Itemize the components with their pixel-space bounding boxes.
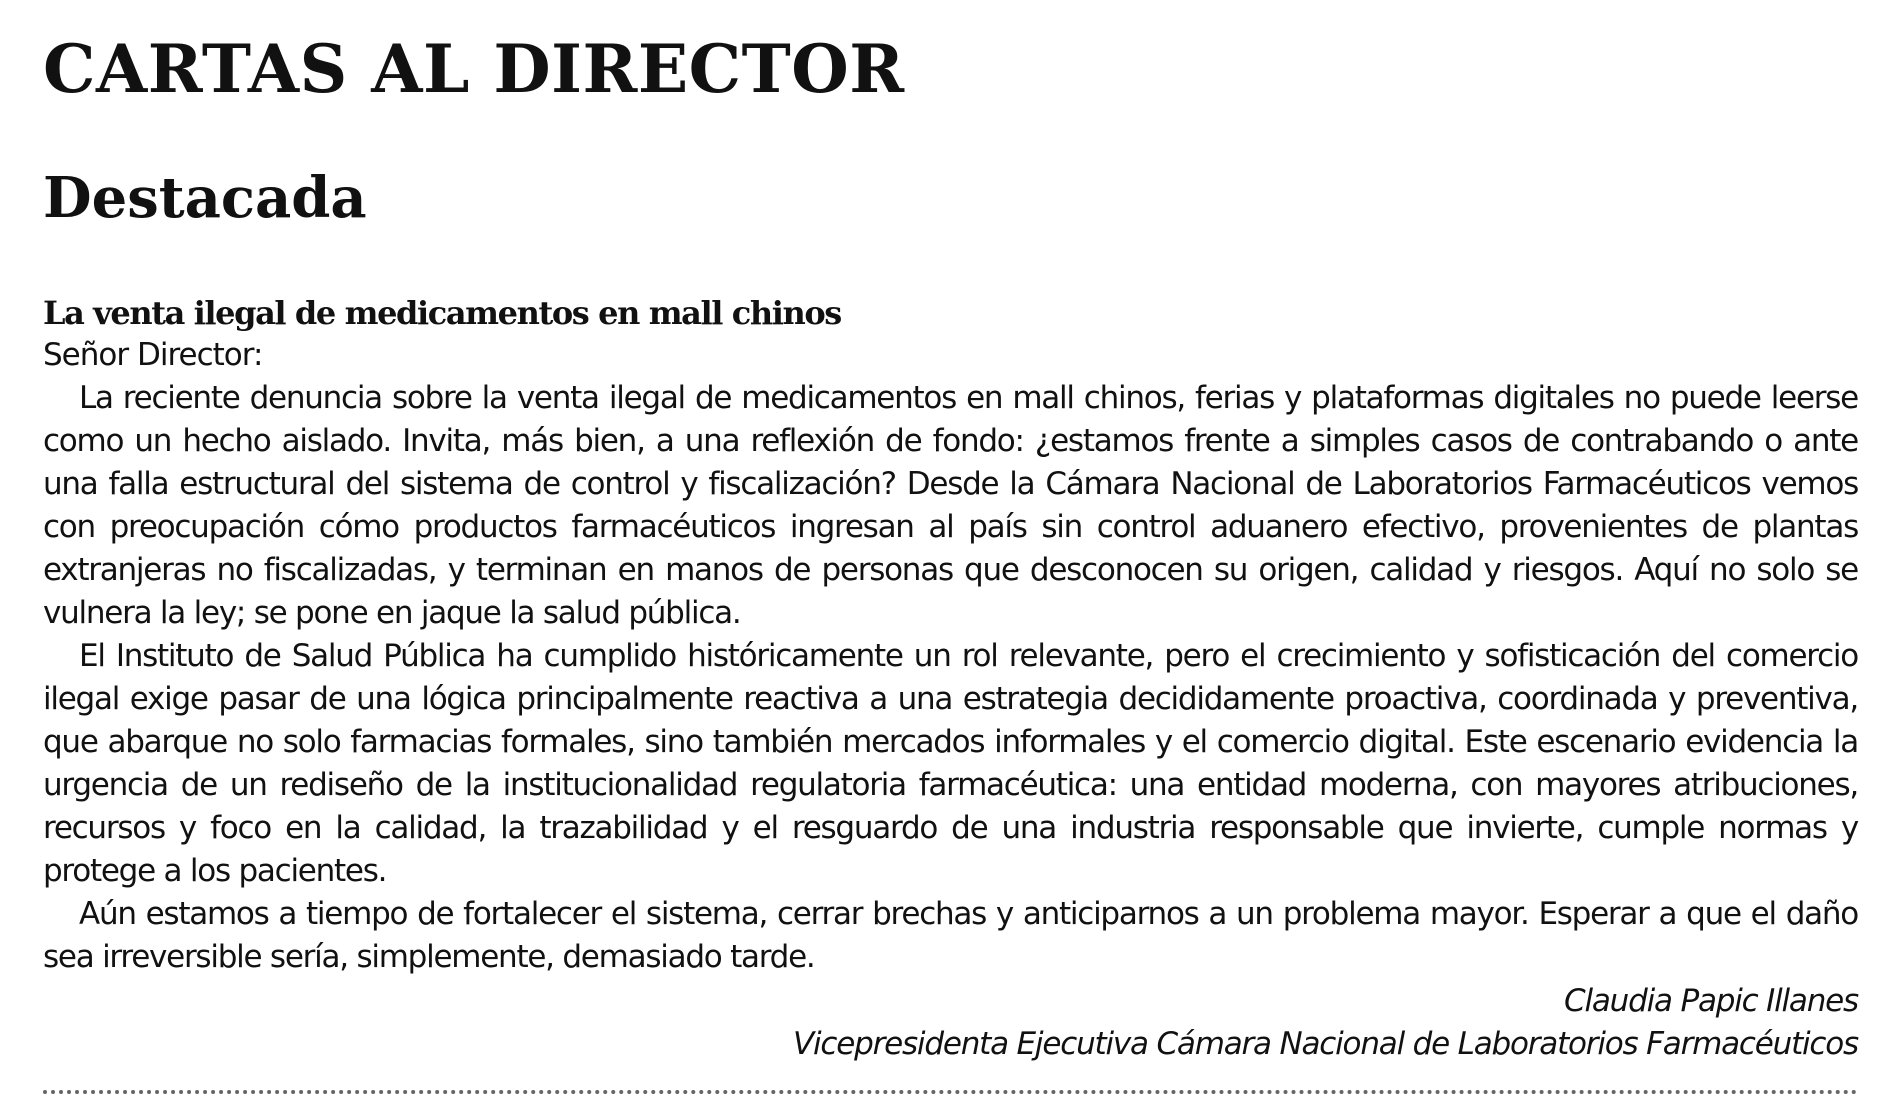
- signature-name: Claudia Papic Illanes: [1564, 983, 1858, 1019]
- letter-paragraph-2: El Instituto de Salud Pública ha cumplido históricamente un rol relevante, pero el crecimiento y sofisticación del comercio ilegal exige pasar de una lógica principalmente reactiva a una estrategia decididamente proactiva, coordinada y preventiva, que abarque no solo farmacias formales, sino también mercados informales y el comercio digital. Este escenario evidencia la urgencia de un rediseño de la institucionalidad regulatoria farmacéutica: una entidad moderna, con mayores atribuciones, recursos y foco en la calidad, la trazabilidad y el resguardo de una industria responsable que invierte, cumple normas y protege a los pacientes.: [43, 638, 1858, 889]
- letter-paragraph-3: Aún estamos a tiempo de fortalecer el sistema, cerrar brechas y anticiparnos a un problema mayor. Esperar a que el daño sea irreversible sería, simplemente, demasiado tarde.: [43, 896, 1858, 975]
- letter-signature: [793, 980, 1858, 1066]
- section-title: CARTAS AL DIRECTOR: [43, 30, 905, 108]
- letter-title: La venta ilegal de medicamentos en mall chinos: [43, 294, 841, 332]
- letter-paragraph-1: La reciente denuncia sobre la venta ilegal de medicamentos en mall chinos, ferias y plataformas digitales no puede leerse como un hecho aislado. Invita, más bien, a una reflexión de fondo: ¿estamos frente a simples casos de contrabando o ante una falla estructural del sistema de control y fiscalización? Desde la Cámara Nacional de Laboratorios Farmacéuticos vemos con preocupación cómo productos farmacéuticos ingresan al país sin control aduanero efectivo, provenientes de plantas extranjeras no fiscalizadas, y terminan en manos de personas que desconocen su origen, calidad y riesgos. Aquí no solo se vulnera la ley; se pone en jaque la salud pública.: [43, 380, 1858, 631]
- subsection-title: Destacada: [43, 165, 367, 231]
- letter: [43, 292, 1858, 979]
- dotted-divider: [43, 1090, 1858, 1094]
- letter-salutation: Señor Director:: [43, 337, 263, 373]
- signature-role: Vicepresidenta Ejecutiva Cámara Nacional de Laboratorios Farmacéuticos: [792, 1026, 1858, 1062]
